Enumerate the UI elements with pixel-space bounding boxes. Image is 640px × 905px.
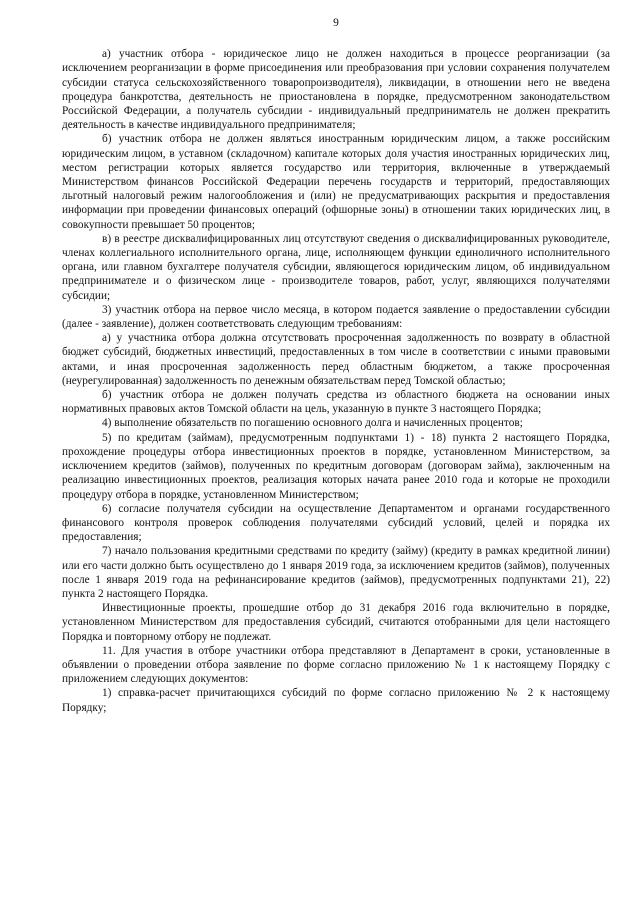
paragraph-7-credit-start: 7) начало пользования кредитными средствами по кредиту (займу) (кредиту в рамках кредитной линии) или его части должно быть осуществлено до 1 января 2019 года, за исключением кредитов (займов), полученных после 1 января 2019 года на рефинансирование кредитов (займов), предусмотренных подпунктами 21), 22) пункта 2 настоящего Порядка. bbox=[62, 545, 610, 600]
paragraph-11-participation: 11. Для участия в отборе участники отбора представляют в Департамент в сроки, установленные в объявлении о проведении отбора заявление по форме согласно приложению № 1 к настоящему Порядку с приложением следующих документов: bbox=[62, 644, 610, 686]
paragraph-6-consent: 6) согласие получателя субсидии на осуществление Департаментом и органами государственного финансового контроля проверок соблюдения получателями субсидий условий, целей и порядка их предоставления; bbox=[62, 502, 610, 544]
paragraph-investment-projects: Инвестиционные проекты, прошедшие отбор до 31 декабря 2016 года включительно в порядке, установленном Министерством для предоставления субсидий, считаются отобранными для цели настоящего Порядка и повторному отбору не подлежат. bbox=[62, 602, 610, 643]
page-number: 9 bbox=[333, 17, 339, 29]
paragraph-4-obligations: 4) выполнение обязательств по погашению основного долга и начисленных процентов; bbox=[102, 417, 523, 430]
paragraph-3-requirements: 3) участник отбора на первое число месяца, в котором подается заявление о предоставлении субсидии (далее - заявление), должен соответствовать следующим требованиям: bbox=[62, 303, 610, 331]
paragraph-2v-disqualified-persons: в) в реестре дисквалифицированных лиц отсутствуют сведения о дисквалифицированных руководителе, членах коллегиального исполнительного органа, лице, исполняющем функции единоличного исполнительного органа, или главном бухгалтере получателя субсидии, являющегося юридическим лицом, об индивидуальном предпринимателе и о физическом лице - производителе товаров, работ, услуг, являющихся получателями субсидии; bbox=[62, 232, 610, 302]
paragraph-2b-foreign-entity: б) участник отбора не должен являться иностранным юридическим лицом, а также российским юридическим лицом, в уставном (складочном) капитале которых доля участия иностранных юридических лиц, местом регистрации которых является государство или территория, включенные в утверждаемый Министерством финансов Российской Федерации перечень государств и территорий, предоставляющих льготный налоговый режим налогообложения и (или) не предусматривающих раскрытия и предоставления информации при проведении финансовых операций (офшорные зоны) в отношении таких юридических лиц, в совокупности превышает 50 процентов; bbox=[62, 133, 610, 231]
paragraph-3a-overdue-debt: а) у участника отбора должна отсутствовать просроченная задолженность по возврату в областной бюджет субсидий, бюджетных инвестиций, предоставленных в том числе в соответствии с иными правовыми актами, и иная просроченная задолженность перед областным бюджетом, а также просроченная (неурегулированная) задолженность по денежным обязательствам перед Томской областью; bbox=[62, 332, 610, 387]
paragraph-2a-reorganization: а) участник отбора - юридическое лицо не должен находиться в процессе реорганизации (за исключением реорганизации в форме присоединения или преобразования при условии сохранения получателем субсидии статуса сельскохозяйственного товаропроизводителя), ликвидации, в отношении него не введена процедура банкротства, деятельность не приостановлена в порядке, предусмотренном законодательством Российской Федерации, а получатель субсидии - индивидуальный предприниматель не должен прекратить деятельность в качестве индивидуального предпринимателя; bbox=[62, 48, 610, 132]
document-page bbox=[62, 16, 610, 715]
paragraph-5-credits: 5) по кредитам (займам), предусмотренным подпунктами 1) - 18) пункта 2 настоящего Порядка, прохождение процедуры отбора инвестиционных проектов в порядке, установленном Министерством, за исключением кредитов (займов), полученных по кредитным договорам (договорам займа), заключенным на реализацию инвестиционных проектов, реализация которых начата ранее 2010 года и которые не проходили процедуру отбора в порядке, установленном Министерством; bbox=[62, 431, 610, 501]
paragraph-3b-other-funds: б) участник отбора не должен получать средства из областного бюджета на основании иных нормативных правовых актов Томской области на цель, указанную в пункте 3 настоящего Порядка; bbox=[62, 389, 610, 416]
paragraph-11-1-calculation: 1) справка-расчет причитающихся субсидий по форме согласно приложению № 2 к настоящему Порядку; bbox=[62, 687, 610, 714]
